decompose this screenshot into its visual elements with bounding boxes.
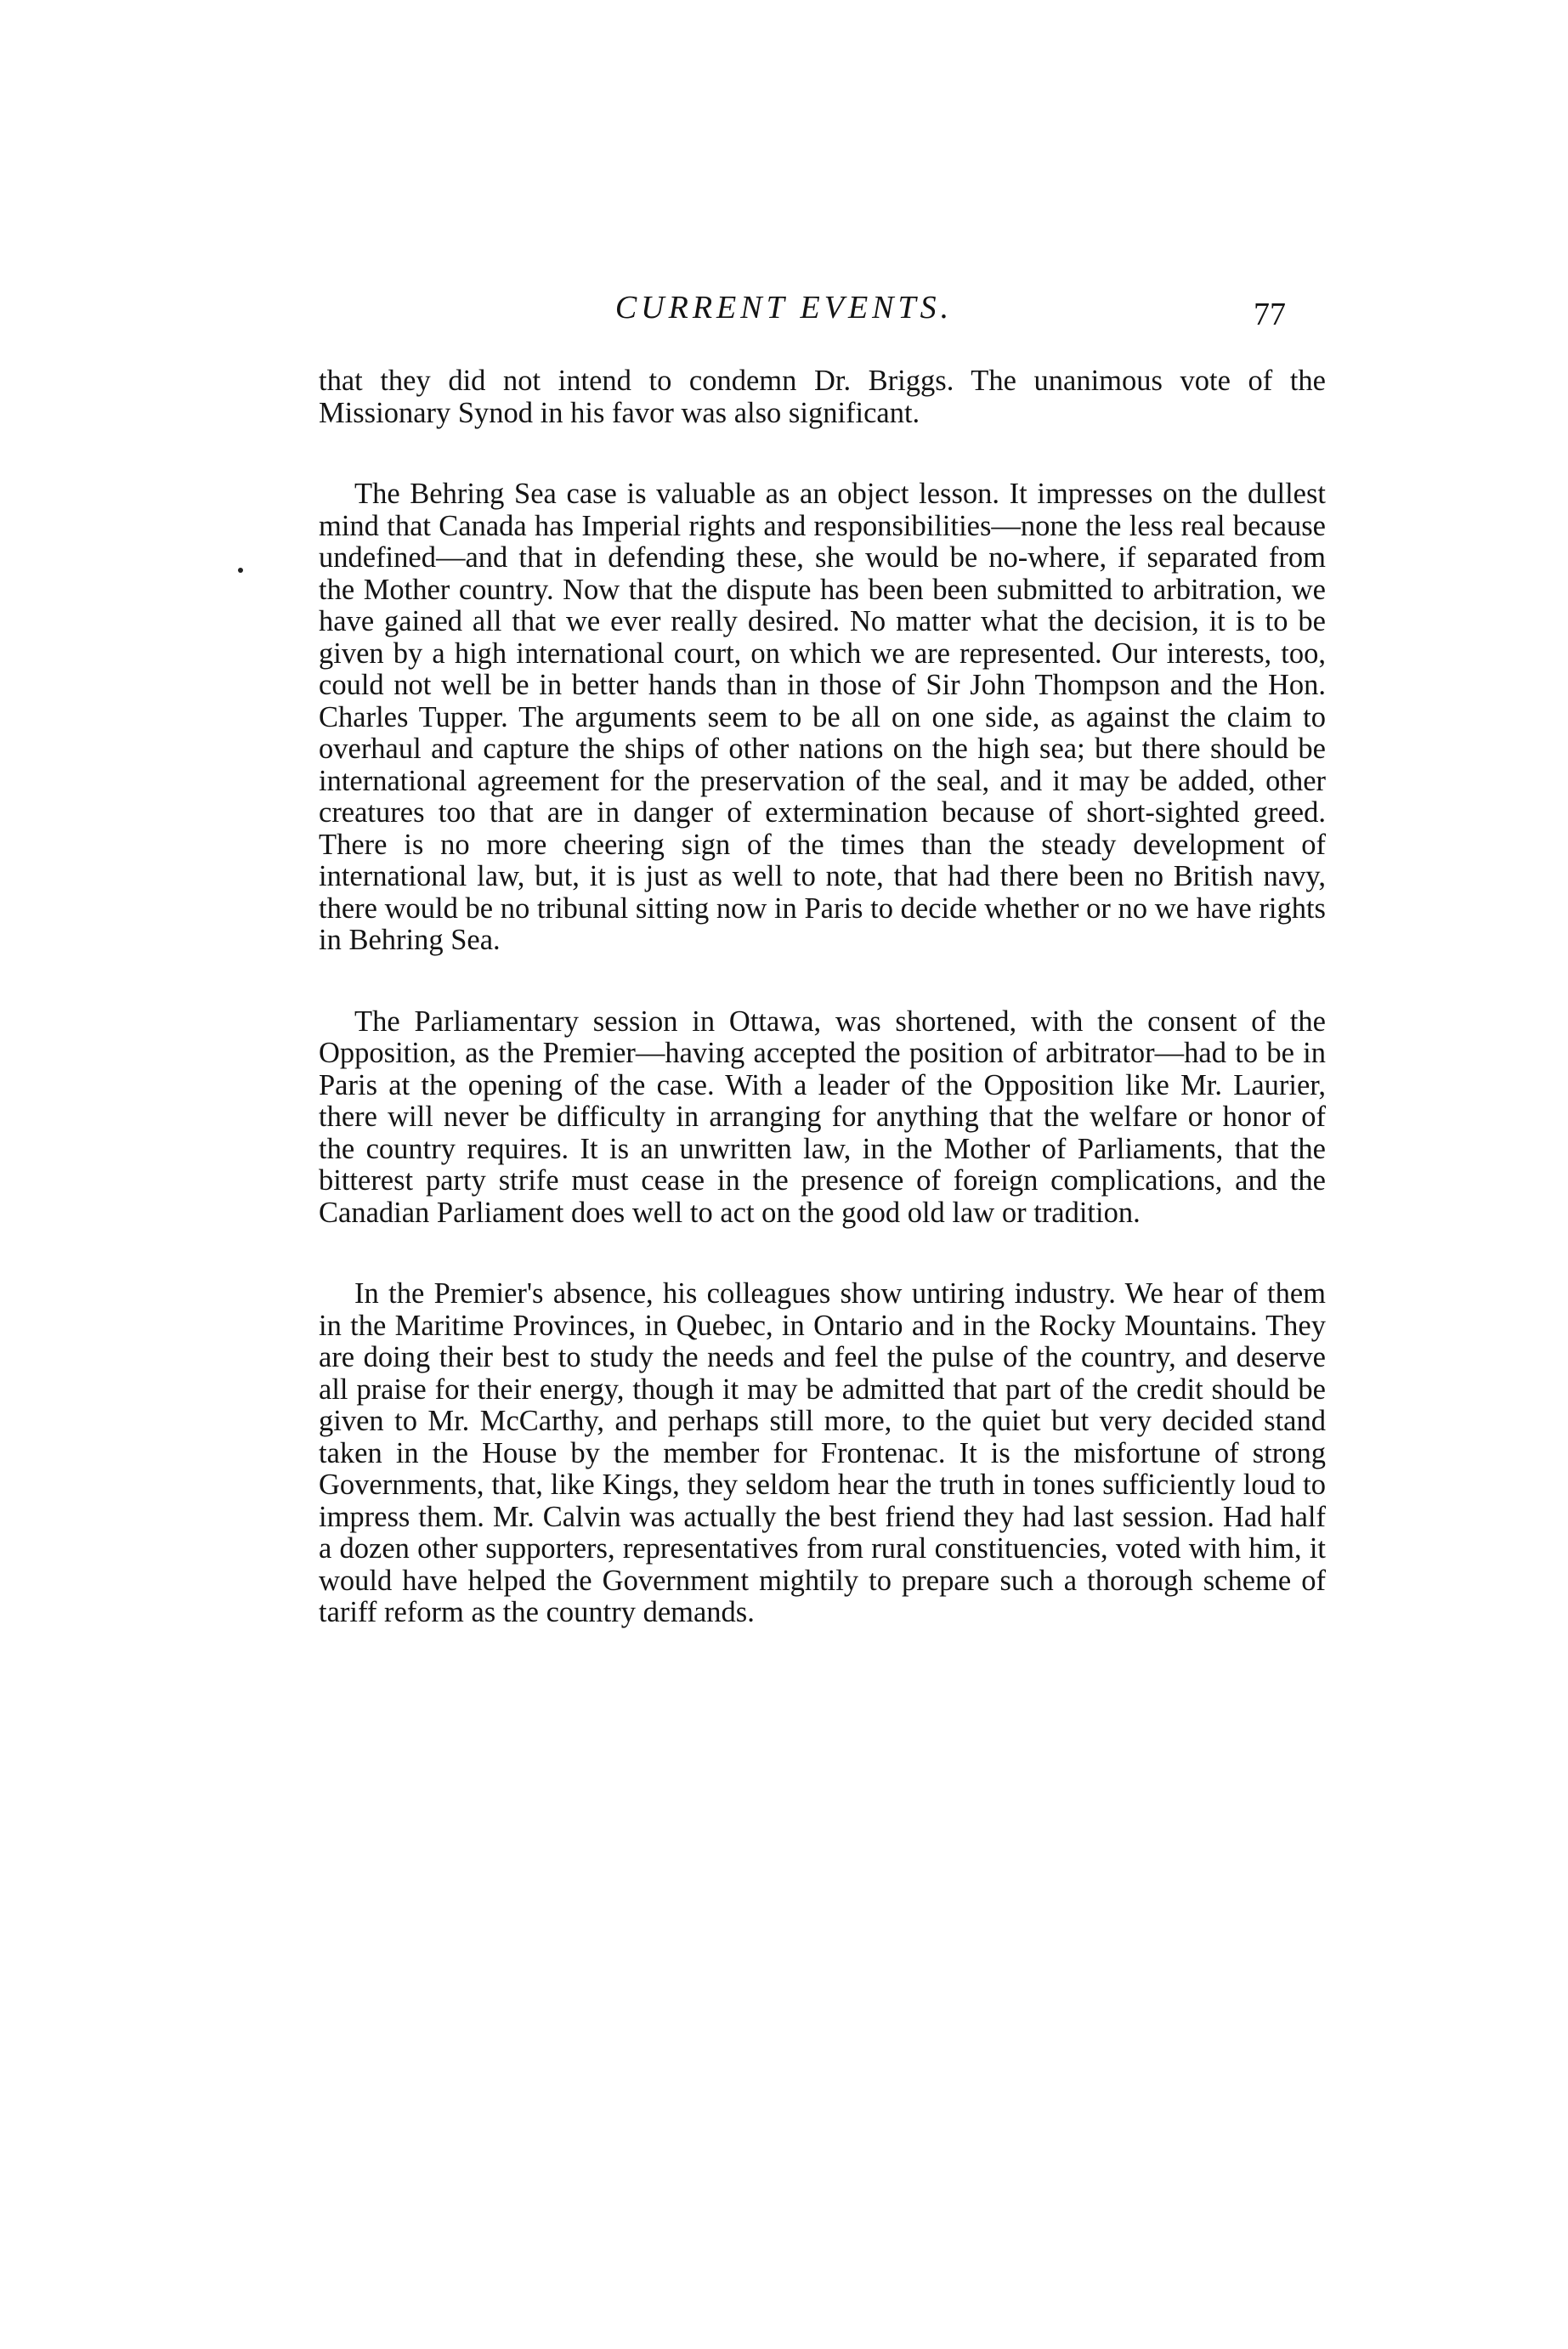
page-header [0, 289, 1568, 340]
running-head: CURRENT EVENTS. [614, 290, 954, 325]
page-number: 77 [1254, 297, 1286, 332]
paragraph-parliamentary-session: The Parliamentary session in Ottawa, was shortened, with the consent of the Opposition, as the Premier—having accepted the position of arbitrator—had to be in Paris at the opening of the case. With a leader of the Opposition like Mr. Laurier, there will never be difficulty in arranging for anything that the welfare or honor of the country requires. It is an unwritten law, in the Mother of Parliaments, that the bitterest party strife must cease in the presence of foreign complications, and the Canadian Parliament does well to act on the good old law or tradition. [319, 1005, 1326, 1229]
body-text [319, 365, 1326, 1629]
paragraph-behring-sea: The Behring Sea case is valuable as an object lesson. It impresses on the dullest mind that Canada has Imperial rights and responsibilities—none the less real because undefined—and that in defending these, she would be no-where, if separated from the Mother country. Now that the dispute has been been submitted to arbitration, we have gained all that we ever really desired. No matter what the decision, it is to be given by a high international court, on which we are represented. Our interests, too, could not well be in better hands than in those of Sir John Thompson and the Hon. Charles Tupper. The arguments seem to be all on one side, as against the claim to overhaul and capture the ships of other nations on the high sea; but there should be international agreement for the preservation of the seal, and it may be added, other creatures too that are in danger of extermination because of short-sighted greed. There is no more cheering sign of the times than the steady development of international law, but, it is just as well to note, that had there been no British navy, there would be no tribunal sitting now in Paris to decide whether or no we have rights in Behring Sea. [319, 478, 1326, 956]
paragraph-premiers-absence: In the Premier's absence, his colleagues show untiring industry. We hear of them in the Maritime Provinces, in Quebec, in Ontario and in the Rocky Mountains. They are doing their best to study the needs and feel the pulse of the country, and deserve all praise for their energy, though it may be admitted that part of the credit should be given to Mr. McCarthy, and perhaps still more, to the quiet but very decided stand taken in the House by the member for Frontenac. It is the misfortune of strong Governments, that, like Kings, they seldom hear the truth in tones sufficiently loud to impress them. Mr. Calvin was actually the best friend they had last session. Had half a dozen other supporters, representatives from rural constituencies, voted with him, it would have helped the Government mightily to prepare such a thorough scheme of tariff reform as the country demands. [319, 1277, 1326, 1628]
margin-mark [238, 568, 243, 573]
paragraph-continuation: that they did not intend to condemn Dr. Briggs. The unanimous vote of the Missionary Synod in his favor was also significant. [319, 365, 1326, 429]
